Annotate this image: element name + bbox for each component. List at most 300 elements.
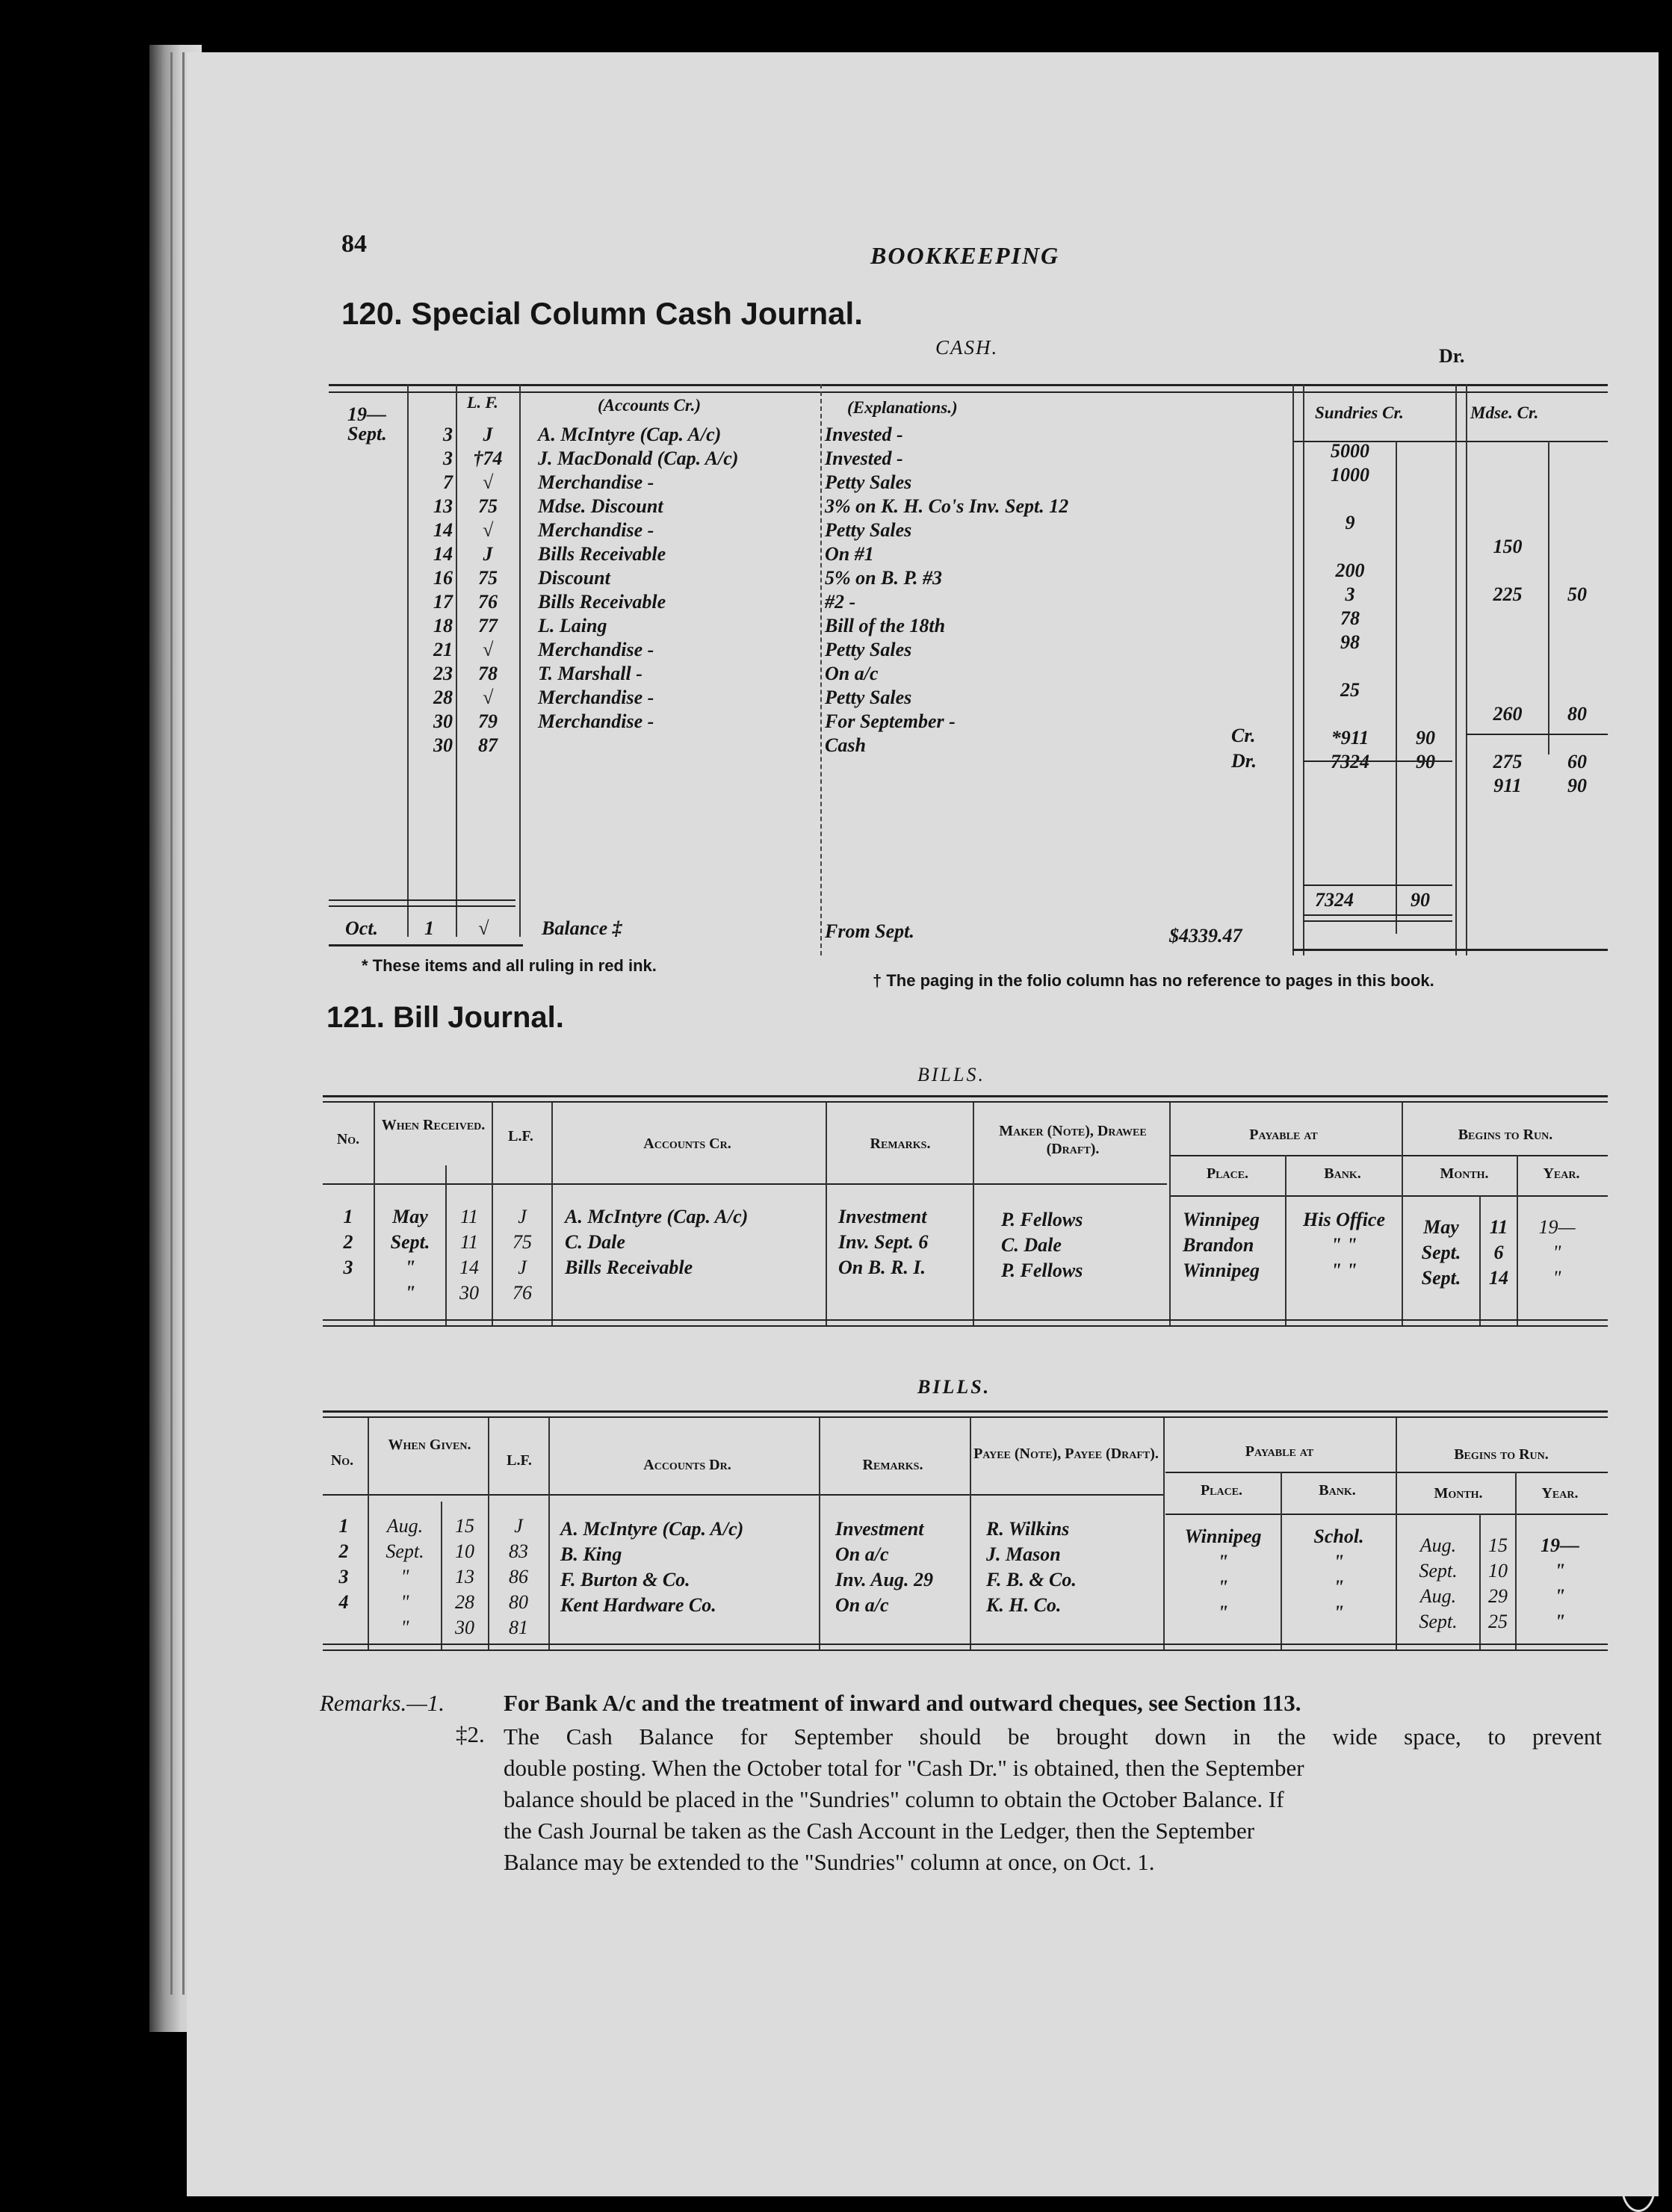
bg-rule — [441, 1502, 442, 1649]
sundries-cell: 7324 — [1331, 751, 1369, 772]
br-rule — [492, 1103, 493, 1327]
br-account-cell: A. McIntyre (Cap. A/c) — [565, 1206, 749, 1227]
br-when-day-cell: 11 — [459, 1231, 479, 1253]
bg-year-header: Year. — [1541, 1485, 1579, 1502]
bg-when-header: When Given. — [388, 1437, 471, 1453]
br-lf-cell: 75 — [513, 1231, 532, 1253]
page-edge-line — [158, 52, 161, 1995]
remarks-line: Balance may be extended to the "Sundries" column at once, on Oct. 1. — [504, 1849, 1155, 1875]
br-lf-column — [495, 1204, 550, 1306]
mdse-cents-cell — [1551, 726, 1603, 750]
bills-given-bottom-rule-2 — [323, 1649, 1608, 1651]
month-sept: Sept. — [347, 423, 387, 444]
lf-cell: 78 — [478, 663, 498, 684]
explanation-cell: Invested - — [825, 424, 903, 445]
explanation-cell: Petty Sales — [825, 687, 912, 708]
sundries-cell: 78 — [1340, 607, 1360, 629]
br-place-cell: Brandon — [1183, 1234, 1254, 1256]
br-run-year-column — [1520, 1215, 1594, 1291]
day-cell: 7 — [443, 471, 453, 493]
bg-remarks-column — [835, 1517, 968, 1618]
bg-rule — [548, 1418, 550, 1649]
explanation-cell: #2 - — [825, 591, 856, 613]
bg-place-header: Place. — [1200, 1482, 1243, 1499]
explanation-cell: For September - — [825, 710, 956, 732]
explanation-cell: 5% on B. P. #3 — [825, 567, 942, 589]
br-when-month-cell: " — [404, 1282, 416, 1304]
mdse-total-rule — [1466, 734, 1608, 735]
bg-rule — [1479, 1514, 1481, 1649]
bg-run-day-cell: 29 — [1488, 1585, 1508, 1607]
explanation-cell: Bill of the 18th — [825, 615, 946, 636]
bg-when-day-column — [444, 1514, 486, 1641]
sundries-cents-rule — [1396, 441, 1397, 934]
cash-bottom-rule — [329, 944, 523, 947]
sundries-rule-left-2 — [1303, 384, 1304, 955]
br-when-month-cell: May — [392, 1206, 428, 1227]
day-cell: 3 — [443, 424, 453, 445]
mdse-cell — [1469, 511, 1546, 535]
bills-given-caption: BILLS. — [917, 1376, 991, 1398]
sundries-double-rule-2 — [1303, 920, 1452, 922]
bg-rule — [1163, 1418, 1165, 1649]
sundries-cents-column — [1399, 439, 1452, 774]
bg-run-month-cell: Aug. — [1419, 1534, 1457, 1556]
br-no-cell: 1 — [343, 1206, 353, 1227]
account-cell: Merchandise - — [538, 687, 654, 708]
day-cell: 28 — [433, 687, 453, 708]
oct-month: Oct. — [345, 917, 379, 939]
bg-payee-cell: K. H. Co. — [986, 1594, 1062, 1616]
br-no-header: No. — [336, 1131, 360, 1147]
explanation-cell: 3% on K. H. Co's Inv. Sept. 12 — [825, 495, 1069, 517]
day-cell: 3 — [443, 447, 453, 469]
bg-run-month-cell: Sept. — [1419, 1611, 1458, 1632]
sundries-total-cents: 90 — [1411, 889, 1430, 911]
br-run-year-cell: " — [1552, 1267, 1561, 1289]
page-edge-line — [170, 52, 173, 1995]
bg-bank-cell: " — [1333, 1551, 1345, 1573]
mdse-cents-cell — [1551, 559, 1603, 583]
bg-place-cell: " — [1217, 1551, 1229, 1573]
br-bank-header: Bank. — [1324, 1165, 1361, 1182]
bg-place-cell: " — [1217, 1602, 1229, 1623]
lf-rule-right — [519, 384, 521, 937]
bg-no-cell: 1 — [338, 1515, 349, 1537]
account-cell: T. Marshall - — [538, 663, 643, 684]
account-cell: L. Laing — [538, 615, 607, 636]
mdse-rule-left-2 — [1466, 384, 1467, 955]
bg-remarks-header: Remarks. — [862, 1457, 923, 1473]
accounts-column — [538, 423, 818, 734]
mdse-cents-cell: 90 — [1567, 775, 1587, 796]
account-cell: Bills Receivable — [538, 543, 666, 565]
bg-when-month-cell: " — [400, 1566, 409, 1587]
bg-accounts-header: Accounts Dr. — [643, 1457, 731, 1473]
explanation-cell: On a/c — [825, 663, 879, 684]
mdse-cents-rule — [1548, 441, 1549, 755]
bg-run-day-column — [1482, 1533, 1514, 1635]
br-account-cell: C. Dale — [565, 1231, 625, 1253]
br-run-year-cell: " — [1552, 1242, 1561, 1263]
bg-when-day-cell: 28 — [455, 1591, 474, 1613]
sundries-cents-cell — [1399, 702, 1452, 726]
account-cell: Mdse. Discount — [538, 495, 663, 517]
day-rule — [407, 384, 409, 937]
account-cell: J. MacDonald (Cap. A/c) — [538, 447, 739, 469]
sundries-cents-cell — [1399, 487, 1452, 511]
br-when-day-cell: 30 — [459, 1282, 479, 1304]
bills-received-top-rule — [323, 1095, 1608, 1097]
cash-bottom-rule-right — [1292, 949, 1608, 951]
explanations-column — [825, 423, 1198, 758]
bg-when-day-cell: 10 — [455, 1540, 474, 1562]
bg-no-header: No. — [330, 1452, 354, 1469]
bg-sub-header-rule — [1165, 1472, 1608, 1473]
br-rule — [1517, 1155, 1518, 1327]
lf-cell: 87 — [478, 734, 498, 756]
sundries-cell: 5000 — [1331, 440, 1369, 462]
bg-no-cell: 4 — [338, 1591, 349, 1613]
bg-lf-header: L.F. — [507, 1452, 532, 1469]
lf-cell: J — [483, 543, 493, 565]
lf-cell: 75 — [478, 567, 498, 589]
oct-balance: $4339.47 — [1169, 925, 1242, 947]
bills-received-top-rule-2 — [323, 1101, 1608, 1103]
scan-marker-oval — [1621, 2163, 1656, 2212]
remarks-line: double posting. When the October total for "Cash Dr." is obtained, then the September — [504, 1755, 1304, 1781]
bg-when-month-cell: " — [400, 1591, 409, 1613]
bg-rule — [1281, 1472, 1282, 1649]
sundries-cell — [1306, 535, 1394, 559]
day-cell: 21 — [433, 639, 453, 660]
br-when-month-cell: " — [404, 1257, 416, 1278]
br-when-day-cell: 11 — [459, 1206, 479, 1227]
br-accounts-column — [565, 1204, 823, 1280]
running-head: BOOKKEEPING — [870, 242, 1060, 269]
br-maker-column — [1001, 1207, 1165, 1283]
bg-run-year-cell: " — [1554, 1560, 1566, 1581]
br-rule — [445, 1165, 447, 1327]
cash-caption: CASH. — [935, 336, 999, 359]
remarks-line: the Cash Journal be taken as the Cash Account in the Ledger, then the September — [504, 1818, 1255, 1844]
bg-no-cell: 3 — [338, 1566, 349, 1587]
footnote-red-ink: * These items and all ruling in red ink. — [362, 956, 657, 975]
bg-begins-header: Begins to Run. — [1454, 1446, 1549, 1463]
mdse-cents-cell — [1551, 535, 1603, 559]
br-run-month-cell: May — [1423, 1216, 1459, 1238]
bg-place-column — [1167, 1524, 1279, 1626]
bg-account-cell: Kent Hardware Co. — [560, 1594, 716, 1616]
bg-place-cell: " — [1217, 1576, 1229, 1598]
sundries-column — [1306, 439, 1394, 774]
br-run-day-column — [1482, 1215, 1515, 1291]
sundries-cell — [1306, 702, 1394, 726]
br-remarks-cell: Investment — [838, 1206, 927, 1227]
sundries-cell: 1000 — [1331, 464, 1369, 486]
account-cell: Merchandise - — [538, 471, 654, 493]
mdse-cell: 275 — [1493, 751, 1523, 772]
br-run-year-cell: 19— — [1538, 1216, 1576, 1238]
explanation-cell: Petty Sales — [825, 639, 912, 660]
sundries-rule-left — [1292, 384, 1294, 955]
day-cell: 14 — [433, 543, 453, 565]
bg-payee-cell: J. Mason — [986, 1543, 1061, 1565]
bg-rule — [970, 1418, 971, 1649]
br-bank-cell: His Office — [1303, 1209, 1385, 1230]
br-maker-cell: P. Fellows — [1001, 1260, 1083, 1281]
bills-received-bottom-rule-2 — [323, 1325, 1608, 1327]
balance-rule — [329, 899, 515, 901]
br-no-column — [326, 1204, 371, 1280]
bg-payee-header: Payee (Note), Payee (Draft). — [973, 1446, 1159, 1462]
bg-run-day-cell: 15 — [1488, 1534, 1508, 1556]
sundries-cents-cell — [1399, 678, 1452, 702]
explanation-cell: Petty Sales — [825, 519, 912, 541]
mdse-cents-cell — [1551, 678, 1603, 702]
br-header-rule — [323, 1183, 1167, 1185]
br-rule — [1285, 1155, 1286, 1327]
mdse-cents-cell — [1551, 511, 1603, 535]
bg-place-cell: Winnipeg — [1184, 1525, 1262, 1547]
bg-when-month-cell: Aug. — [386, 1515, 424, 1537]
remarks-line: The Cash Balance for September should be brought down in the wide space, to prevent — [504, 1723, 1602, 1750]
mdse-rule-left — [1455, 384, 1457, 955]
footnote-paging: † The paging in the folio column has no reference to pages in this book. — [873, 971, 1434, 990]
lf-cell: 75 — [478, 495, 498, 517]
bg-run-month-column — [1399, 1533, 1478, 1635]
br-run-day-cell: 11 — [1489, 1216, 1508, 1238]
br-bank-cell: " " — [1331, 1234, 1357, 1256]
mdse-cell — [1469, 559, 1546, 583]
mdse-cents-cell — [1551, 607, 1603, 631]
br-remarks-cell: On B. R. I. — [838, 1257, 926, 1278]
br-maker-cell: C. Dale — [1001, 1234, 1062, 1256]
br-rule — [551, 1103, 553, 1327]
bg-no-column — [321, 1514, 366, 1615]
br-place-header: Place. — [1206, 1165, 1249, 1182]
br-bank-column — [1288, 1207, 1400, 1283]
page-edge-line — [182, 52, 185, 1995]
sundries-cents-cell — [1399, 607, 1452, 631]
day-cell: 30 — [433, 734, 453, 756]
sundries-cents-cell: 90 — [1416, 727, 1435, 749]
bg-account-cell: B. King — [560, 1543, 622, 1565]
year-header: 19— — [347, 403, 386, 425]
mdse-cell: 150 — [1493, 536, 1523, 557]
br-rule — [1169, 1103, 1171, 1327]
bg-header-rule — [323, 1494, 1163, 1496]
sundries-cents-cell: 90 — [1416, 751, 1435, 772]
br-rule — [1479, 1195, 1481, 1327]
section-120-title: 120. Special Column Cash Journal. — [341, 296, 863, 331]
mdse-cents-cell: 60 — [1567, 751, 1587, 772]
lf-cell: √ — [482, 687, 494, 708]
day-column — [409, 423, 453, 758]
br-when-day-cell: 14 — [459, 1257, 479, 1278]
mdse-header: Mdse. Cr. — [1470, 403, 1539, 422]
sundries-cents-cell — [1399, 631, 1452, 654]
bg-accounts-column — [560, 1517, 816, 1618]
dr-label: Dr. — [1439, 345, 1465, 367]
bg-lf-cell: J — [514, 1515, 523, 1537]
explanation-cell: On #1 — [825, 543, 874, 565]
sundries-double-rule — [1303, 914, 1452, 916]
br-accounts-header: Accounts Cr. — [643, 1136, 731, 1152]
br-when-month-column — [377, 1204, 444, 1306]
page-number: 84 — [341, 230, 367, 258]
explanation-cell: Invested - — [825, 447, 903, 469]
br-rule — [374, 1103, 375, 1327]
br-lf-cell: 76 — [513, 1282, 532, 1304]
br-lf-header: L.F. — [508, 1128, 533, 1144]
bg-payee-column — [986, 1517, 1158, 1618]
bg-when-month-cell: Sept. — [386, 1540, 424, 1562]
bg-run-year-cell: " — [1554, 1611, 1566, 1632]
bg-run-month-cell: Sept. — [1419, 1560, 1458, 1581]
bg-no-cell: 2 — [338, 1540, 349, 1562]
bg-remarks-cell: Investment — [835, 1518, 924, 1540]
mdse-cents-column — [1551, 487, 1603, 798]
explanation-rule — [820, 384, 822, 955]
bills-received-bottom-rule — [323, 1319, 1608, 1321]
mdse-cell: 260 — [1493, 703, 1523, 725]
bg-lf-cell: 86 — [509, 1566, 528, 1587]
br-header-rule-right — [1169, 1195, 1608, 1197]
bg-lf-column — [491, 1514, 546, 1641]
bg-account-cell: A. McIntyre (Cap. A/c) — [560, 1518, 744, 1540]
lf-header: L. F. — [467, 393, 498, 412]
sundries-cents-cell — [1399, 439, 1452, 463]
bg-rule — [1396, 1418, 1397, 1649]
account-cell: A. McIntyre (Cap. A/c) — [538, 424, 722, 445]
oct-day: 1 — [424, 917, 434, 939]
bg-remarks-cell: Inv. Aug. 29 — [835, 1569, 933, 1590]
mdse-cents-cell: 50 — [1567, 583, 1587, 605]
bg-remarks-cell: On a/c — [835, 1594, 889, 1616]
day-cell: 30 — [433, 710, 453, 732]
lf-cell: 76 — [478, 591, 498, 613]
br-maker-header: Maker (Note), Drawee (Draft). — [999, 1123, 1147, 1157]
br-bank-cell: " " — [1331, 1260, 1357, 1281]
explanation-cell: Petty Sales — [825, 471, 912, 493]
bg-rule — [488, 1418, 489, 1649]
bg-rule — [819, 1418, 820, 1649]
bg-when-month-cell: " — [400, 1617, 409, 1638]
br-sub-header-rule — [1169, 1155, 1608, 1156]
bg-bank-column — [1284, 1524, 1394, 1626]
br-payable-header: Payable at — [1249, 1127, 1318, 1143]
account-cell: Merchandise - — [538, 639, 654, 660]
day-cell: 17 — [433, 591, 453, 613]
bg-run-year-cell: 19— — [1541, 1534, 1579, 1556]
mdse-cell: 225 — [1493, 583, 1523, 605]
mdse-cents-cell — [1551, 487, 1603, 511]
day-cell: 18 — [433, 615, 453, 636]
sundries-cell: 25 — [1340, 679, 1360, 701]
bg-payable-header: Payable at — [1245, 1443, 1314, 1460]
br-place-column — [1183, 1207, 1284, 1283]
br-remarks-cell: Inv. Sept. 6 — [838, 1231, 929, 1253]
sundries-cents-cell — [1399, 535, 1452, 559]
bills-given-top-rule — [323, 1410, 1608, 1413]
bg-lf-cell: 83 — [509, 1540, 528, 1562]
br-run-month-cell: Sept. — [1421, 1242, 1461, 1263]
day-cell: 23 — [433, 663, 453, 684]
mdse-cell — [1469, 631, 1546, 654]
br-year-header: Year. — [1543, 1165, 1580, 1182]
br-place-cell: Winnipeg — [1183, 1209, 1260, 1230]
bg-remarks-cell: On a/c — [835, 1543, 889, 1565]
br-no-cell: 2 — [343, 1231, 353, 1253]
account-cell: Merchandise - — [538, 519, 654, 541]
br-maker-cell: P. Fellows — [1001, 1209, 1083, 1230]
account-cell: Bills Receivable — [538, 591, 666, 613]
mdse-cell — [1469, 654, 1546, 678]
bg-rule — [1515, 1472, 1517, 1649]
bg-month-header: Month. — [1434, 1485, 1483, 1502]
day-cell: 14 — [433, 519, 453, 541]
br-run-month-column — [1405, 1215, 1478, 1291]
sundries-total: 7324 — [1315, 889, 1354, 911]
bg-run-month-cell: Aug. — [1419, 1585, 1457, 1607]
day-cell: 13 — [433, 495, 453, 517]
mdse-column — [1469, 487, 1546, 798]
bills-received-caption: BILLS. — [917, 1064, 985, 1085]
sundries-header: Sundries Cr. — [1315, 403, 1404, 422]
bg-header-rule-right — [1165, 1514, 1608, 1515]
br-remarks-column — [838, 1204, 971, 1280]
sundries-cents-cell — [1399, 463, 1452, 487]
bg-lf-cell: 80 — [509, 1591, 528, 1613]
remarks-label-2: ‡2. — [456, 1721, 485, 1747]
sundries-sub-rule — [1303, 760, 1452, 762]
sundries-cents-cell — [1399, 559, 1452, 583]
br-when-month-cell: Sept. — [390, 1231, 430, 1253]
explanation-cell: Cash — [825, 734, 866, 756]
mdse-cents-cell — [1551, 654, 1603, 678]
br-place-cell: Winnipeg — [1183, 1260, 1260, 1281]
bg-run-day-cell: 10 — [1488, 1560, 1508, 1581]
mdse-cents-cell — [1551, 631, 1603, 654]
bg-run-year-cell: " — [1554, 1585, 1566, 1607]
sundries-cell — [1306, 487, 1394, 511]
bg-bank-header: Bank. — [1319, 1482, 1356, 1499]
sundries-cell: 3 — [1345, 583, 1355, 605]
bg-account-cell: F. Burton & Co. — [560, 1569, 690, 1590]
sundries-cell: 98 — [1340, 631, 1360, 653]
br-remarks-header: Remarks. — [870, 1136, 931, 1152]
mdse-cell — [1469, 487, 1546, 511]
explanations-header: (Explanations.) — [847, 398, 958, 417]
bg-when-day-cell: 30 — [455, 1617, 474, 1638]
account-cell: Merchandise - — [538, 710, 654, 732]
br-rule — [973, 1103, 974, 1327]
br-lf-cell: J — [518, 1206, 527, 1227]
sundries-cents-cell — [1399, 511, 1452, 535]
bg-run-year-column — [1518, 1533, 1602, 1635]
bg-when-day-cell: 15 — [455, 1515, 474, 1537]
bg-run-day-cell: 25 — [1488, 1611, 1508, 1632]
remarks-body — [504, 1721, 1602, 1878]
oct-account: Balance ‡ — [542, 917, 622, 939]
sundries-cell — [1306, 654, 1394, 678]
bg-payee-cell: R. Wilkins — [986, 1518, 1070, 1540]
br-no-cell: 3 — [343, 1257, 353, 1278]
bills-given-bottom-rule — [323, 1643, 1608, 1645]
lf-cell: 79 — [478, 710, 498, 732]
br-rule — [1402, 1103, 1403, 1327]
